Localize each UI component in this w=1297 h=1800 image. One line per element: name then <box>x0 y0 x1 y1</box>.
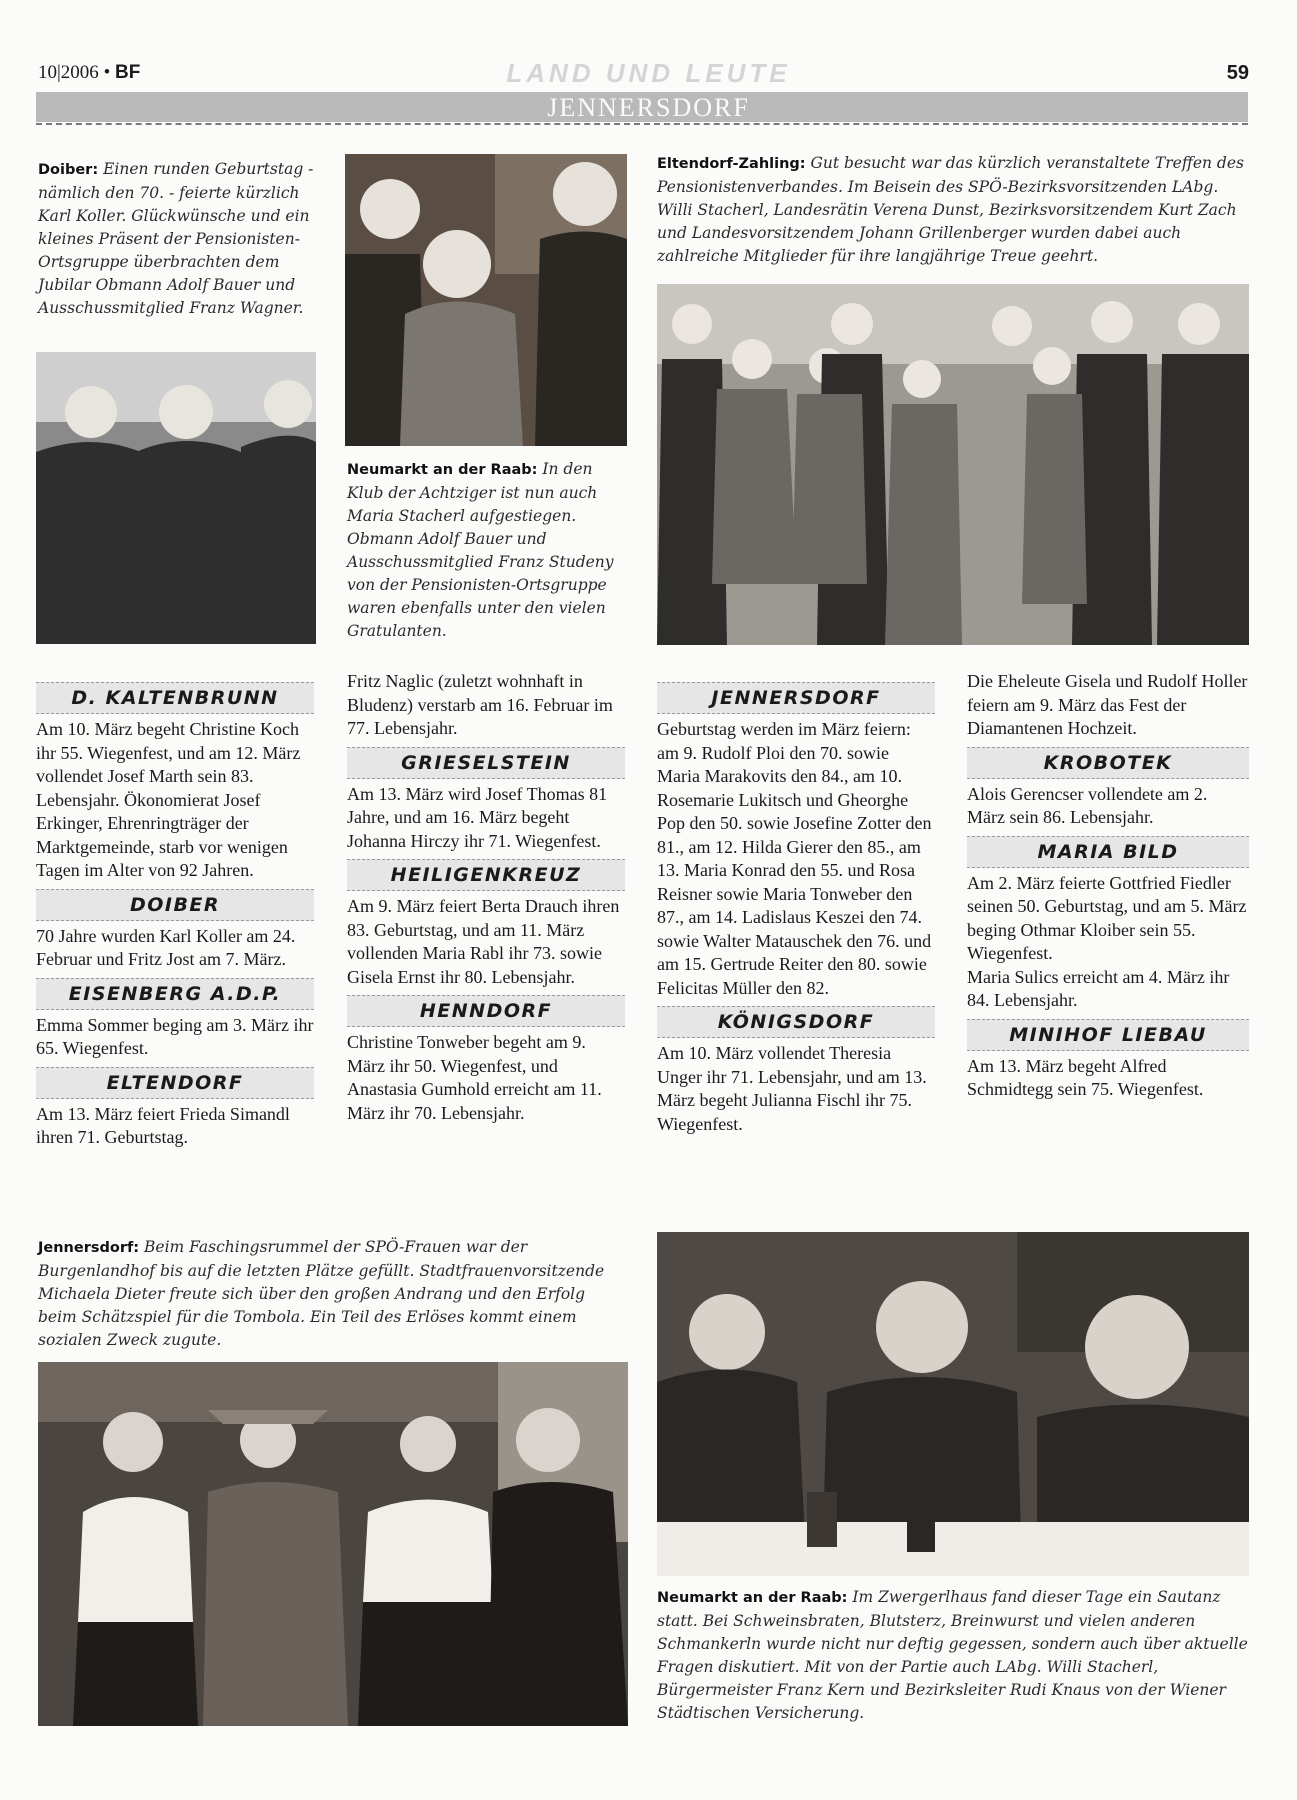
news-item: 70 Jahre wurden Karl Koller am 24. Februar und Fritz Jost am 7. März. <box>36 925 296 969</box>
caption-text: Beim Faschingsrummel der SPÖ-Frauen war der Burgenlandhof bis auf die letzten Plätze gefüllt. Stadtfrauenvorsitzende Michaela Dieter freute sich über den großen Andrang und den Erfolg beim Schätzspiel für die Tombola. Ein Teil des Erlöses kommt einem sozialen Zweck zugute. <box>38 1238 605 1349</box>
photo-neumarkt-achtziger <box>345 154 627 446</box>
news-item: Am 2. März feierte Gottfried Fiedler seinen 50. Geburtstag, und am 5. März beging Othmar Kloiber sein 55. Wiegenfest. <box>967 872 1247 963</box>
photo-figures <box>38 1362 628 1726</box>
news-column-1 <box>36 676 314 1150</box>
header-divider <box>36 123 1248 125</box>
publication-name: BF <box>114 62 141 83</box>
caption-place: Neumarkt an der Raab: <box>347 462 538 478</box>
location-title: JENNERSDORF <box>547 93 750 122</box>
section-heading: KÖNIGSDORF <box>657 1006 935 1038</box>
photo-doiber-birthday <box>36 352 316 644</box>
caption-jennersdorf <box>38 1236 628 1352</box>
photo-figures <box>657 1232 1249 1576</box>
caption-eltendorf <box>657 152 1249 268</box>
photo-jennersdorf-fasching <box>38 1362 628 1726</box>
caption-place: Jennersdorf: <box>38 1240 140 1256</box>
news-item: Am 13. März begeht Alfred Schmidtegg sein 75. Wiegenfest. <box>967 1055 1204 1099</box>
section-title: LAND UND LEUTE <box>506 58 791 88</box>
section-heading: DOIBER <box>36 889 314 921</box>
section-heading: EISENBERG A.D.P. <box>36 978 314 1010</box>
caption-place: Neumarkt an der Raab: <box>657 1590 848 1606</box>
caption-text: Gut besucht war das kürzlich veranstaltete Treffen des Pensionistenverbandes. Im Beisein des SPÖ-Bezirksvorsitzenden LAbg. Willi Stacherl, Landesrätin Verena Dunst, Bezirksvorsitzendem Kurt Zach und Landesvorsitzendem Johann Grillenberger wurden dabei auch zahlreiche Mitglieder für ihre langjährige Treue geehrt. <box>657 154 1244 265</box>
caption-place: Doiber: <box>38 162 99 178</box>
caption-text: Im Zwergerlhaus fand dieser Tage ein Sautanz statt. Bei Schweinsbraten, Blutsterz, Breinwurst und vielen anderen Schmankerln wurde nicht nur deftig gegessen, sondern auch über aktuelle Fragen diskutiert. Mit von der Partie auch LAbg. Willi Stacherl, Bürgermeister Franz Kern und Bezirksleiter Rudi Knaus von der Wiener Städtischen Versicherung. <box>657 1588 1248 1722</box>
photo-figures <box>345 154 627 446</box>
section-heading: ELTENDORF <box>36 1067 314 1099</box>
caption-text: In den Klub der Achtziger ist nun auch Maria Stacherl aufgestiegen. Obmann Adolf Bauer und Ausschussmitglied Franz Studeny von der Pensionisten-Ortsgruppe waren ebenfalls unter den vielen Gratulanten. <box>347 460 614 640</box>
section-heading: KROBOTEK <box>967 747 1249 779</box>
section-heading: HENNDORF <box>347 995 625 1027</box>
section-heading: MARIA BILD <box>967 836 1249 868</box>
news-item: Maria Sulics erreicht am 4. März ihr 84. Lebensjahr. <box>967 966 1230 1010</box>
caption-neumarkt-sautanz <box>657 1586 1249 1725</box>
section-heading: MINIHOF LIEBAU <box>967 1019 1249 1051</box>
news-item: Alois Gerencser vollendete am 2. März sein 86. Lebensjahr. <box>967 783 1208 827</box>
news-column-2 <box>347 670 625 1125</box>
news-item: Am 13. März feiert Frieda Simandl ihren 71. Geburtstag. <box>36 1103 290 1147</box>
news-item: Fritz Naglic (zuletzt wohnhaft in Bludenz) verstarb am 16. Februar im 77. Lebensjahr. <box>347 671 613 738</box>
caption-neumarkt-achtziger <box>347 458 625 643</box>
news-column-3 <box>657 676 935 1136</box>
photo-figures <box>36 352 316 644</box>
news-item: Am 13. März wird Josef Thomas 81 Jahre, und am 16. März begeht Johanna Hirczy ihr 71. Wiegenfest. <box>347 783 608 851</box>
photo-eltendorf-pensionisten <box>657 284 1249 645</box>
section-heading: GRIESELSTEIN <box>347 747 625 779</box>
news-item: Christine Tonweber begeht am 9. März ihr 50. Wiegenfest, und Anastasia Gumhold erreicht am 11. März ihr 70. Lebensjahr. <box>347 1032 602 1123</box>
photo-figures <box>657 284 1249 645</box>
photo-neumarkt-sautanz <box>657 1232 1249 1576</box>
news-item: Am 10. März begeht Christine Koch ihr 55. Wiegenfest, und am 12. März vollendet Josef Marth sein 83. Lebensjahr. Ökonomierat Josef Erkinger, Ehrenringträger der Marktgemeinde, starb vor wenigen Tagen im Alter von 92 Jahren. <box>36 719 301 880</box>
page-number: 59 <box>1226 62 1249 84</box>
section-heading: HEILIGENKREUZ <box>347 859 625 891</box>
news-item: Geburtstag werden im März feiern: am 9. Rudolf Ploi den 70. sowie Maria Marakovits den 84., am 10. Rosemarie Lukitsch und Gheorghe Pop den 50. sowie Josefine Zotter den 81., am 12. Hilda Gierer den 85., am 13. Maria Konrad den 55. und Rosa Reisner sowie Maria Tonweber den 87., am 14. Ladislaus Keszei den 74. sowie Walter Matauschek den 76. und am 15. Gertrude Reiter den 80. sowie Felicitas Müller den 82. <box>657 719 932 998</box>
issue-number: 10|2006 <box>38 62 99 83</box>
news-item: Emma Sommer beging am 3. März ihr 65. Wiegenfest. <box>36 1014 314 1058</box>
issue-bullet: • <box>103 62 111 83</box>
news-column-4 <box>967 670 1249 1102</box>
news-item: Am 10. März vollendet Theresia Unger ihr 71. Lebensjahr, und am 13. März begeht Julianna Fischl ihr 75. Wiegenfest. <box>657 1043 927 1134</box>
news-item: Die Eheleute Gisela und Rudolf Holler feiern am 9. März das Fest der Diamantenen Hochzeit. <box>967 671 1248 738</box>
caption-text: Einen runden Geburtstag - nämlich den 70. - feierte kürzlich Karl Koller. Glückwünsche und ein kleines Präsent der Pensionisten-Ortsgruppe überbrachten dem Jubilar Obmann Adolf Bauer und Ausschussmitglied Franz Wagner. <box>38 160 314 317</box>
news-item: Am 9. März feiert Berta Drauch ihren 83. Geburtstag, und am 11. März vollenden Maria Rabl ihr 73. sowie Gisela Ernst ihr 80. Lebensjahr. <box>347 896 620 987</box>
caption-doiber <box>38 158 316 320</box>
caption-place: Eltendorf-Zahling: <box>657 156 806 172</box>
section-heading: JENNERSDORF <box>657 682 935 714</box>
section-heading: D. KALTENBRUNN <box>36 682 314 714</box>
